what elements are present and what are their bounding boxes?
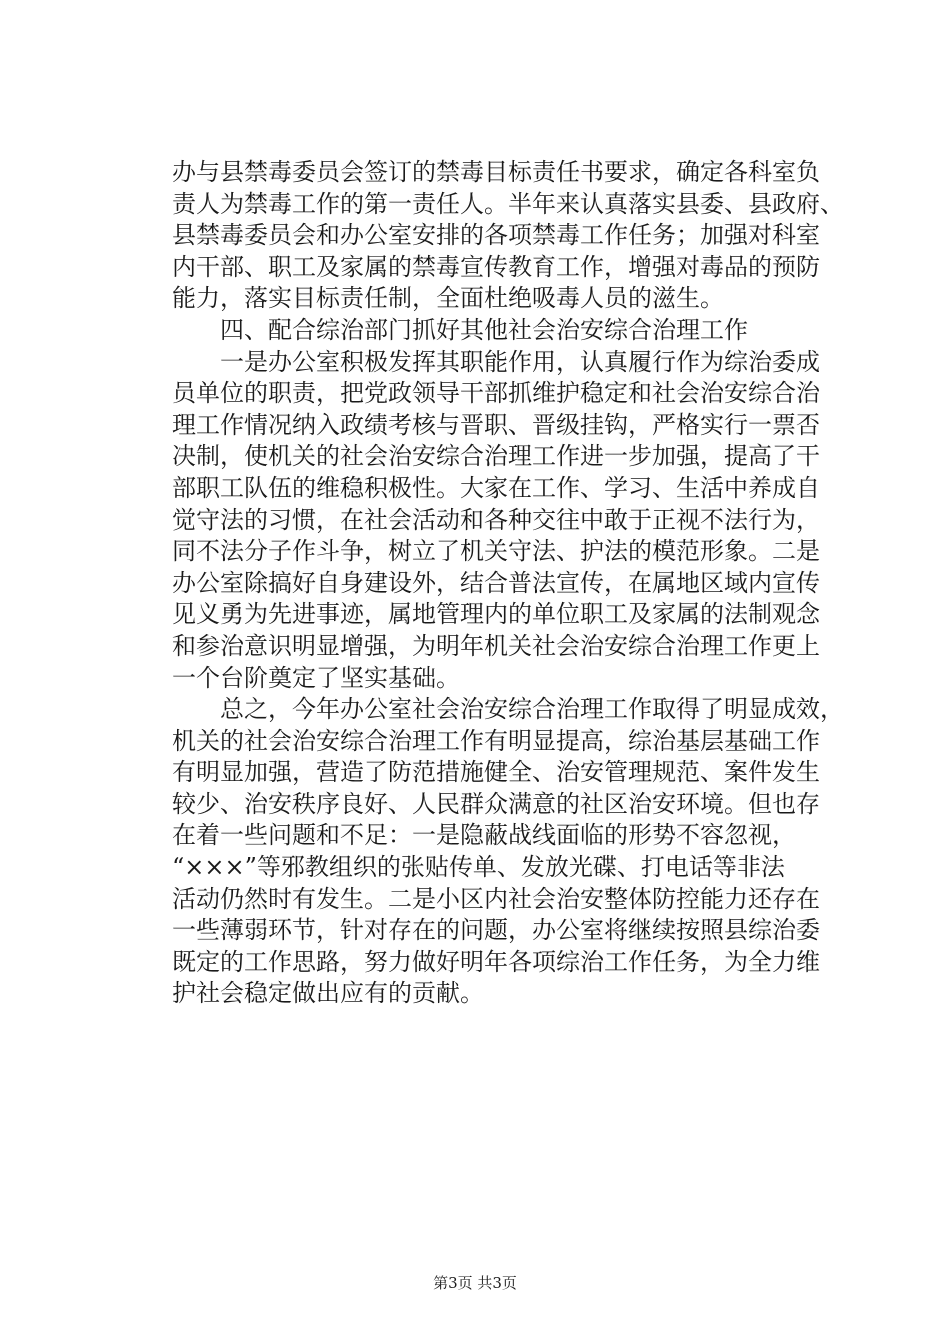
text-line: 一是办公室积极发挥其职能作用，认真履行作为综治委成 bbox=[172, 347, 820, 376]
text-line: 总之，今年办公室社会治安综合治理工作取得了明显成效， bbox=[172, 695, 844, 724]
text-line: 有明显加强，营造了防范措施健全、治安管理规范、案件发生 bbox=[172, 758, 820, 787]
text-line: 同不法分子作斗争，树立了机关守法、护法的模范形象。二是 bbox=[172, 537, 820, 566]
text-line: 活动仍然时有发生。二是小区内社会治安整体防控能力还存在 bbox=[172, 884, 820, 913]
text-line: 机关的社会治安综合治理工作有明显提高，综治基层基础工作 bbox=[172, 726, 820, 755]
body-text bbox=[172, 157, 844, 1010]
text-line: 一些薄弱环节，针对存在的问题，办公室将继续按照县综治委 bbox=[172, 916, 820, 945]
text-line: 觉守法的习惯，在社会活动和各种交往中敢于正视不法行为， bbox=[172, 505, 820, 534]
text-line: 责人为禁毒工作的第一责任人。半年来认真落实县委、县政府、 bbox=[172, 189, 844, 218]
text-line: 一个台阶奠定了坚实基础。 bbox=[172, 663, 460, 692]
text-line: 县禁毒委员会和办公室安排的各项禁毒工作任务；加强对科室 bbox=[172, 221, 820, 250]
text-line: 部职工队伍的维稳积极性。大家在工作、学习、生活中养成自 bbox=[172, 473, 820, 502]
text-line: 办公室除搞好自身建设外，结合普法宣传，在属地区域内宣传 bbox=[172, 568, 820, 597]
text-line: 办与县禁毒委员会签订的禁毒目标责任书要求，确定各科室负 bbox=[172, 158, 820, 186]
text-line: 员单位的职责，把党政领导干部抓维护稳定和社会治安综合治 bbox=[172, 379, 820, 408]
text-line: 既定的工作思路，努力做好明年各项综治工作任务，为全力维 bbox=[172, 947, 820, 976]
text-line: 见义勇为先进事迹，属地管理内的单位职工及家属的法制观念 bbox=[172, 600, 820, 629]
section-heading: 四、配合综治部门抓好其他社会治安综合治理工作 bbox=[172, 315, 748, 344]
text-line: 和参治意识明显增强，为明年机关社会治安综合治理工作更上 bbox=[172, 631, 820, 660]
text-line: “×××”等邪教组织的张贴传单、发放光碟、打电话等非法 bbox=[172, 853, 785, 882]
text-line: 在着一些问题和不足：一是隐蔽战线面临的形势不容忽视， bbox=[172, 821, 796, 850]
text-line: 护社会稳定做出应有的贡献。 bbox=[172, 979, 484, 1008]
text-line: 较少、治安秩序良好、人民群众满意的社区治安环境。但也存 bbox=[172, 789, 820, 818]
text-line: 能力，落实目标责任制，全面杜绝吸毒人员的滋生。 bbox=[172, 284, 724, 313]
text-line: 内干部、职工及家属的禁毒宣传教育工作，增强对毒品的预防 bbox=[172, 252, 820, 281]
text-line: 决制，使机关的社会治安综合治理工作进一步加强，提高了干 bbox=[172, 442, 820, 471]
text-line: 理工作情况纳入政绩考核与晋职、晋级挂钩，严格实行一票否 bbox=[172, 410, 820, 439]
page-number: 第3页 共3页 bbox=[433, 1274, 517, 1292]
